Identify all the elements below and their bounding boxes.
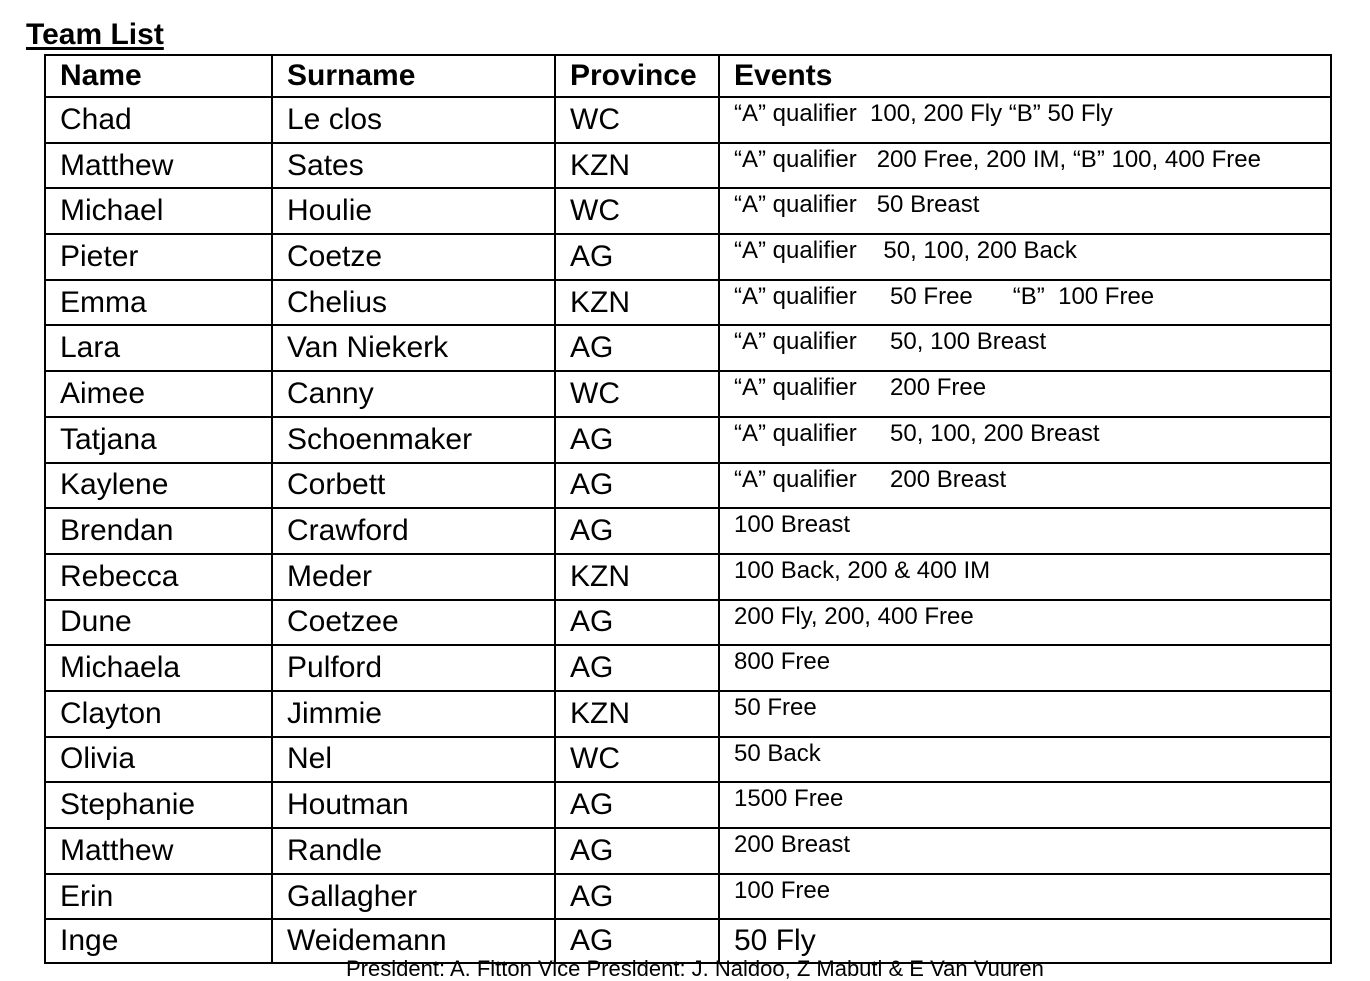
cell-name: Dune <box>45 600 272 646</box>
column-header-surname: Surname <box>272 55 555 97</box>
cell-province: WC <box>555 737 719 783</box>
cell-surname: Randle <box>272 828 555 874</box>
cell-name: Aimee <box>45 371 272 417</box>
table-row <box>45 234 1331 280</box>
table-row <box>45 554 1331 600</box>
document-title: Team List <box>26 18 164 51</box>
table-row <box>45 188 1331 234</box>
cell-province: KZN <box>555 691 719 737</box>
cell-surname: Gallagher <box>272 874 555 920</box>
cell-province: AG <box>555 325 719 371</box>
cell-province: AG <box>555 234 719 280</box>
column-header-name: Name <box>45 55 272 97</box>
cell-province: AG <box>555 417 719 463</box>
cell-events: 100 Back, 200 & 400 IM <box>719 554 1331 600</box>
cell-surname: Crawford <box>272 508 555 554</box>
cell-province: AG <box>555 919 719 963</box>
footer-officials: President: A. Fitton Vice President: J. Naidoo, Z Mabuti & E Van Vuuren <box>346 956 1044 981</box>
cell-name: Matthew <box>45 143 272 189</box>
cell-surname: Corbett <box>272 463 555 509</box>
team-table-body <box>45 97 1331 963</box>
table-row <box>45 325 1331 371</box>
cell-events: 50 Fly <box>719 919 1331 963</box>
cell-province: AG <box>555 828 719 874</box>
cell-name: Pieter <box>45 234 272 280</box>
table-row <box>45 371 1331 417</box>
cell-province: AG <box>555 508 719 554</box>
cell-province: WC <box>555 188 719 234</box>
cell-events: 100 Breast <box>719 508 1331 554</box>
table-row <box>45 280 1331 326</box>
cell-name: Brendan <box>45 508 272 554</box>
column-header-province: Province <box>555 55 719 97</box>
table-row <box>45 782 1331 828</box>
cell-surname: Houtman <box>272 782 555 828</box>
cell-events: 200 Breast <box>719 828 1331 874</box>
cell-events: “A” qualifier 50, 100, 200 Breast <box>719 417 1331 463</box>
cell-surname: Schoenmaker <box>272 417 555 463</box>
cell-name: Matthew <box>45 828 272 874</box>
cell-surname: Van Niekerk <box>272 325 555 371</box>
cell-events: 50 Free <box>719 691 1331 737</box>
cell-name: Inge <box>45 919 272 963</box>
cell-province: AG <box>555 874 719 920</box>
cell-name: Tatjana <box>45 417 272 463</box>
table-row <box>45 463 1331 509</box>
cell-name: Emma <box>45 280 272 326</box>
cell-province: WC <box>555 371 719 417</box>
cell-events: 1500 Free <box>719 782 1331 828</box>
table-row <box>45 737 1331 783</box>
cell-name: Chad <box>45 97 272 143</box>
table-row <box>45 97 1331 143</box>
cell-name: Erin <box>45 874 272 920</box>
cell-events: “A” qualifier 50 Breast <box>719 188 1331 234</box>
cell-name: Olivia <box>45 737 272 783</box>
cell-province: AG <box>555 463 719 509</box>
cell-events: 200 Fly, 200, 400 Free <box>719 600 1331 646</box>
cell-name: Rebecca <box>45 554 272 600</box>
cell-province: WC <box>555 97 719 143</box>
cell-province: KZN <box>555 143 719 189</box>
cell-events: “A” qualifier 200 Free, 200 IM, “B” 100, 400 Free <box>719 143 1331 189</box>
cell-surname: Pulford <box>272 645 555 691</box>
cell-events: 50 Back <box>719 737 1331 783</box>
column-header-events: Events <box>719 55 1331 97</box>
table-row <box>45 828 1331 874</box>
cell-name: Stephanie <box>45 782 272 828</box>
table-row <box>45 691 1331 737</box>
cell-events: 800 Free <box>719 645 1331 691</box>
cell-name: Kaylene <box>45 463 272 509</box>
cell-events: “A” qualifier 50, 100, 200 Back <box>719 234 1331 280</box>
cell-surname: Sates <box>272 143 555 189</box>
cell-province: KZN <box>555 554 719 600</box>
cell-events: 100 Free <box>719 874 1331 920</box>
cell-surname: Coetzee <box>272 600 555 646</box>
table-row <box>45 874 1331 920</box>
cell-name: Michaela <box>45 645 272 691</box>
table-header-row <box>45 55 1331 97</box>
cell-events: “A” qualifier 100, 200 Fly “B” 50 Fly <box>719 97 1331 143</box>
cell-province: KZN <box>555 280 719 326</box>
cell-province: AG <box>555 782 719 828</box>
cell-province: AG <box>555 645 719 691</box>
cell-events: “A” qualifier 50 Free “B” 100 Free <box>719 280 1331 326</box>
cell-name: Lara <box>45 325 272 371</box>
cell-surname: Meder <box>272 554 555 600</box>
table-row <box>45 508 1331 554</box>
cell-surname: Jimmie <box>272 691 555 737</box>
cell-name: Michael <box>45 188 272 234</box>
cell-province: AG <box>555 600 719 646</box>
cell-name: Clayton <box>45 691 272 737</box>
cell-surname: Canny <box>272 371 555 417</box>
cell-surname: Coetze <box>272 234 555 280</box>
cell-surname: Weidemann <box>272 919 555 963</box>
table-row <box>45 143 1331 189</box>
cell-surname: Le clos <box>272 97 555 143</box>
table-row <box>45 600 1331 646</box>
cell-surname: Houlie <box>272 188 555 234</box>
team-table <box>44 54 1332 964</box>
cell-surname: Nel <box>272 737 555 783</box>
table-row <box>45 417 1331 463</box>
cell-events: “A” qualifier 200 Free <box>719 371 1331 417</box>
table-row <box>45 645 1331 691</box>
cell-events: “A” qualifier 50, 100 Breast <box>719 325 1331 371</box>
cell-surname: Chelius <box>272 280 555 326</box>
cell-events: “A” qualifier 200 Breast <box>719 463 1331 509</box>
